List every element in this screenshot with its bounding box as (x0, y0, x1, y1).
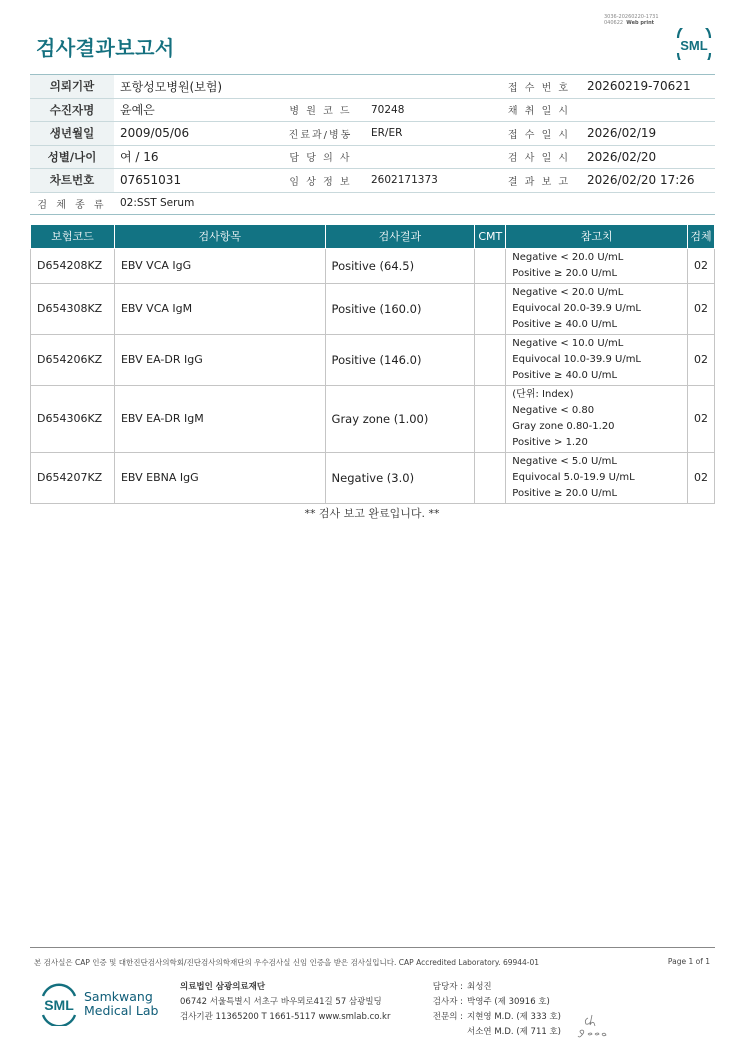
result-row (31, 452, 715, 503)
insurance-code: D654207KZ (31, 452, 115, 503)
comment (475, 452, 506, 503)
certification-text: 본 검사실은 CAP 인증 및 대한진단검사의학회/진단검사의학재단의 우수검사실 신임 인증을 받은 검사실입니다. CAP Accredited Laboratory. 69944-01 (34, 958, 540, 967)
staff-name: 지현영 M.D. (제 333 호) (467, 1012, 562, 1022)
organization-contact: 검사기관 11365200 T 1661-5117 www.smlab.co.kr (180, 1012, 391, 1022)
staff-row (428, 980, 561, 995)
reference-line: Negative < 20.0 U/mL (512, 286, 624, 298)
insurance-code: D654208KZ (31, 248, 115, 283)
specimen-code: 02 (688, 385, 715, 452)
page-number: Page 1 of 1 (667, 957, 710, 966)
info-value: 20260219-70621 (581, 75, 715, 99)
reference-range (506, 334, 688, 385)
info-value: 윤예은 (114, 98, 276, 122)
handwritten-signature (576, 1010, 612, 1042)
info-label: 생년월일 (30, 122, 114, 146)
reference-line: Equivocal 20.0-39.9 U/mL (512, 302, 642, 314)
svg-text:SML: SML (680, 38, 708, 53)
info-label: 차트번호 (30, 169, 114, 193)
reference-line: Equivocal 10.0-39.9 U/mL (512, 353, 642, 365)
info-label: 임 상 정 보 (276, 169, 365, 193)
results-column-header: CMT (475, 225, 506, 248)
lab-name (84, 990, 158, 1018)
test-result: Negative (3.0) (325, 452, 475, 503)
test-item: EBV VCA IgG (114, 248, 325, 283)
test-result: Positive (146.0) (325, 334, 475, 385)
info-label: 수진자명 (30, 98, 114, 122)
organization-info (180, 980, 390, 1025)
info-value: 2602171373 (365, 169, 497, 193)
results-column-header: 검체 (688, 225, 715, 248)
info-label: 검 사 일 시 (497, 145, 581, 169)
info-value: 2026/02/19 (581, 122, 715, 146)
lab-name-line2: Medical Lab (84, 1003, 159, 1018)
reference-line: (단위: Index) (512, 388, 574, 400)
staff-row (428, 1010, 561, 1025)
page-title: 검사결과보고서 (36, 36, 175, 60)
lab-name-line1: Samkwang (84, 989, 153, 1004)
reference-line: Positive > 1.20 (512, 436, 588, 448)
info-label: 접 수 일 시 (497, 122, 581, 146)
staff-row (428, 995, 561, 1010)
info-value (365, 75, 497, 99)
svg-text:SML: SML (44, 997, 74, 1013)
patient-info-table (30, 74, 715, 215)
info-label: 채 취 일 시 (497, 98, 581, 122)
info-value (365, 145, 497, 169)
staff-role: 담당자 : (432, 982, 463, 992)
staff-name: 최성진 (467, 982, 492, 992)
result-row (31, 385, 715, 452)
specimen-code: 02 (688, 283, 715, 334)
result-row (31, 283, 715, 334)
specimen-code: 02 (688, 334, 715, 385)
info-label: 접 수 번 호 (497, 75, 581, 99)
result-row (31, 248, 715, 283)
document-code-line1: 3036-20260220-1731 (604, 14, 659, 20)
specimen-code: 02 (688, 452, 715, 503)
reference-range (506, 385, 688, 452)
info-value: 2026/02/20 17:26 (581, 169, 715, 193)
reference-line: Positive ≥ 40.0 U/mL (512, 369, 618, 381)
info-label: 진료과/병동 (276, 122, 365, 146)
info-row (30, 75, 715, 99)
document-code (604, 14, 659, 26)
staff-name: 서소연 M.D. (제 711 호) (467, 1027, 562, 1037)
report-complete-text: ** 검사 보고 완료입니다. ** (304, 507, 440, 520)
staff-role: 전문의 : (432, 1012, 463, 1022)
web-print-label: Web print (626, 20, 655, 26)
reference-line: Gray zone 0.80-1.20 (512, 420, 615, 432)
comment (475, 334, 506, 385)
reference-line: Positive ≥ 40.0 U/mL (512, 318, 618, 330)
info-row (30, 145, 715, 169)
specimen-code: 02 (688, 248, 715, 283)
staff-role (428, 1025, 467, 1040)
reference-line: Equivocal 5.0-19.9 U/mL (512, 471, 635, 483)
info-row (30, 122, 715, 146)
results-column-header: 검사항목 (114, 225, 325, 248)
specimen-value: 02:SST Serum (114, 192, 715, 214)
info-label: 성별/나이 (30, 145, 114, 169)
test-item: EBV EBNA IgG (114, 452, 325, 503)
result-row (31, 334, 715, 385)
test-result: Positive (160.0) (325, 283, 475, 334)
reference-line: Negative < 10.0 U/mL (512, 337, 624, 349)
reference-range (506, 283, 688, 334)
sml-logo (672, 28, 716, 60)
test-item: EBV EA-DR IgM (114, 385, 325, 452)
results-column-header: 검사결과 (325, 225, 475, 248)
info-value: 07651031 (114, 169, 276, 193)
info-label: 의뢰기관 (30, 75, 114, 99)
footer-divider (30, 947, 715, 948)
reference-line: Positive ≥ 20.0 U/mL (512, 267, 618, 279)
results-column-header: 보험코드 (31, 225, 115, 248)
info-value (581, 98, 715, 122)
reference-line: Negative < 5.0 U/mL (512, 455, 617, 467)
info-label (276, 75, 365, 99)
reference-range (506, 248, 688, 283)
organization-name: 의료법인 삼광의료재단 (180, 982, 266, 992)
comment (475, 385, 506, 452)
info-value: 포항성모병원(보험) (114, 75, 276, 99)
staff-role: 검사자 : (432, 997, 463, 1007)
reference-range (506, 452, 688, 503)
document-code-line2: 040622 (604, 20, 624, 26)
reference-line: Positive ≥ 20.0 U/mL (512, 487, 618, 499)
specimen-row (30, 192, 715, 214)
info-label: 결 과 보 고 (497, 169, 581, 193)
info-value: 2026/02/20 (581, 145, 715, 169)
comment (475, 248, 506, 283)
info-label: 병 원 코 드 (276, 98, 365, 122)
info-value: 여 / 16 (114, 145, 276, 169)
insurance-code: D654206KZ (31, 334, 115, 385)
info-label: 담 당 의 사 (276, 145, 365, 169)
insurance-code: D654306KZ (31, 385, 115, 452)
staff-row (428, 1025, 561, 1040)
info-value: 2009/05/06 (114, 122, 276, 146)
results-column-header: 참고치 (506, 225, 688, 248)
info-row (30, 98, 715, 122)
info-value: 70248 (365, 98, 497, 122)
test-item: EBV EA-DR IgG (114, 334, 325, 385)
test-result: Gray zone (1.00) (325, 385, 475, 452)
staff-name: 박영주 (제 30916 호) (467, 997, 550, 1007)
specimen-label: 검 체 종 류 (30, 192, 114, 214)
test-item: EBV VCA IgM (114, 283, 325, 334)
info-row (30, 169, 715, 193)
comment (475, 283, 506, 334)
reference-line: Negative < 0.80 (512, 404, 595, 416)
sml-footer-logo (36, 982, 82, 1026)
staff-list (428, 980, 561, 1040)
results-table (30, 225, 715, 504)
insurance-code: D654308KZ (31, 283, 115, 334)
info-value: ER/ER (365, 122, 497, 146)
reference-line: Negative < 20.0 U/mL (512, 251, 624, 263)
organization-address: 06742 서울특별시 서초구 바우뫼로41길 57 삼광빌딩 (180, 997, 382, 1007)
test-result: Positive (64.5) (325, 248, 475, 283)
